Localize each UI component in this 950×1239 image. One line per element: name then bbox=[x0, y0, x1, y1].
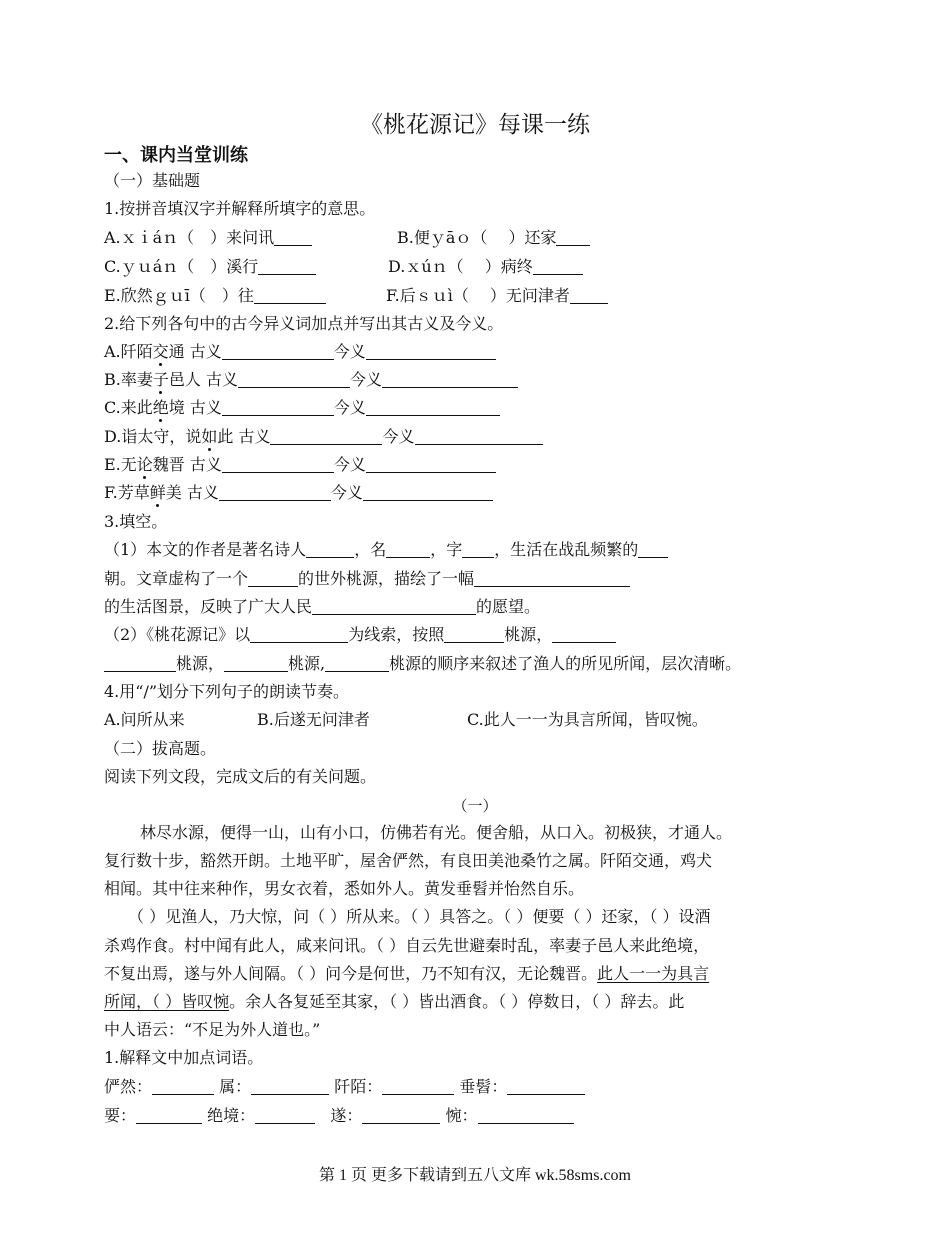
question-4-stem: 4.用“/”划分下列句子的朗读节奏。 bbox=[104, 682, 350, 701]
q4-a: A.问所从来 bbox=[104, 710, 185, 729]
answer-blank[interactable] bbox=[415, 428, 543, 445]
answer-blank[interactable] bbox=[552, 626, 616, 643]
q2-item bbox=[104, 342, 496, 362]
q1-b-text: B.便ｙāｏ（ ）还家 bbox=[397, 228, 557, 247]
answer-blank[interactable] bbox=[224, 655, 288, 672]
vocab-line-1 bbox=[104, 1077, 585, 1097]
answer-blank[interactable] bbox=[366, 399, 500, 416]
q2-phrase-text: 美 bbox=[165, 483, 187, 502]
q2-phrase-text: A.阡陌 bbox=[104, 342, 153, 361]
answer-blank[interactable] bbox=[306, 541, 354, 558]
dotted-character: 交 bbox=[152, 342, 169, 361]
vocab-label: 要： bbox=[104, 1106, 137, 1125]
reading-intro: 阅读下列文段，完成文后的有关问题。 bbox=[104, 767, 377, 786]
answer-blank[interactable] bbox=[248, 570, 298, 587]
answer-blank[interactable] bbox=[152, 1078, 214, 1095]
q3-line-2 bbox=[104, 569, 630, 589]
vocab-line-2 bbox=[104, 1106, 574, 1126]
answer-blank[interactable] bbox=[382, 371, 518, 388]
underlined-sentence: 所闻，（ ）皆叹惋 bbox=[104, 992, 230, 1011]
passage-line-8: 中人语云：“不足为外人道也。” bbox=[104, 1020, 321, 1039]
passage-number: （一） bbox=[452, 797, 498, 815]
jin-yi-label: 今义 bbox=[382, 427, 415, 446]
answer-blank[interactable] bbox=[312, 598, 476, 615]
gu-yi-label: 古义 bbox=[205, 370, 238, 389]
q3-text: 的愿望。 bbox=[476, 597, 541, 616]
q3-text: 桃源， bbox=[504, 625, 553, 644]
gu-yi-label: 古义 bbox=[189, 455, 222, 474]
q3-line-5 bbox=[104, 654, 741, 674]
vocab-label: 阡陌： bbox=[334, 1077, 383, 1096]
q1-a-text: A.ｘｉáｎ（ ）来问讯 bbox=[104, 228, 275, 247]
answer-blank[interactable] bbox=[219, 484, 331, 501]
passage-line-1: 林尽水源，便得一山，山有小口，仿佛若有光。便舍船，从口入。初极狭，才通人。 bbox=[140, 823, 733, 842]
q2-item bbox=[104, 483, 493, 503]
answer-blank[interactable] bbox=[222, 456, 334, 473]
answer-blank[interactable] bbox=[255, 1107, 315, 1124]
q1-line-a bbox=[104, 228, 312, 248]
passage-line-4: （ ）见渔人，乃大惊，问（ ）所从来。（ ）具答之。（ ）便要（ ）还家，（ ）设酒 bbox=[128, 907, 711, 926]
page-footer: 第 1 页 更多下载请到五八文库 wk.58sms.com bbox=[318, 1167, 631, 1184]
answer-blank[interactable] bbox=[222, 343, 334, 360]
vocab-label: 属： bbox=[219, 1077, 252, 1096]
q3-text: 桃源的顺序来叙述了渔人的所见所闻，层次清晰。 bbox=[389, 654, 742, 673]
q2-phrase-text: 境 bbox=[168, 398, 190, 417]
q3-text: 桃源, bbox=[288, 654, 326, 673]
q1-d-text: D.ｘúｎ（ ）病终 bbox=[388, 257, 533, 276]
q3-text: 朝。文章虚构了一个 bbox=[104, 569, 249, 588]
gu-yi-label: 古义 bbox=[189, 342, 222, 361]
gu-yi-label: 古义 bbox=[186, 483, 219, 502]
q3-text: （1）本文的作者是著名诗人 bbox=[104, 540, 307, 559]
jin-yi-label: 今义 bbox=[333, 455, 366, 474]
section-heading-1: 一、课内当堂训练 bbox=[104, 145, 248, 166]
q2-phrase-text: F.芳草 bbox=[104, 483, 150, 502]
answer-blank[interactable] bbox=[570, 287, 608, 304]
passage-text: 。余人各复延至其家，（ ）皆出酒食。（ ）停数日，（ ）辞去。此 bbox=[229, 992, 685, 1011]
answer-blank[interactable] bbox=[274, 229, 312, 246]
q2-phrase-text: 邑人 bbox=[168, 370, 206, 389]
vocab-label: 惋： bbox=[445, 1106, 478, 1125]
q4-b: B.后遂无问津者 bbox=[257, 710, 370, 729]
q4-c: C.此人一一为具言所闻，皆叹惋。 bbox=[467, 710, 708, 729]
q1-c-text: C.ｙｕáｎ（ ）溪行 bbox=[104, 257, 259, 276]
passage-line-5: 杀鸡作食。村中闻有此人，咸来问讯。（ ）自云先世避秦时乱，率妻子邑人来此绝境， bbox=[104, 936, 710, 955]
subsection-basic: （一）基础题 bbox=[104, 171, 201, 190]
q1-e-text: E.欣然ｇｕī（ ）往 bbox=[104, 286, 254, 305]
jin-yi-label: 今义 bbox=[333, 342, 366, 361]
answer-blank[interactable] bbox=[251, 1078, 329, 1095]
dotted-character: 论 bbox=[136, 455, 153, 474]
answer-blank[interactable] bbox=[104, 655, 176, 672]
answer-blank[interactable] bbox=[222, 399, 334, 416]
answer-blank[interactable] bbox=[382, 1078, 454, 1095]
answer-blank[interactable] bbox=[386, 541, 430, 558]
answer-blank[interactable] bbox=[362, 1107, 440, 1124]
subsection-advanced: （二）拔高题。 bbox=[104, 739, 217, 758]
passage-line-7 bbox=[104, 992, 684, 1012]
answer-blank[interactable] bbox=[250, 626, 348, 643]
passage-line-6 bbox=[104, 964, 709, 984]
q3-text: 的生活图景，反映了广大人民 bbox=[104, 597, 313, 616]
dotted-character: 子 bbox=[152, 370, 169, 389]
vocab-label: 遂： bbox=[330, 1106, 363, 1125]
answer-blank[interactable] bbox=[462, 541, 494, 558]
q1-line-d bbox=[388, 257, 583, 277]
dotted-character: 如 bbox=[201, 427, 218, 446]
jin-yi-label: 今义 bbox=[349, 370, 382, 389]
vocab-label: 绝境： bbox=[207, 1106, 256, 1125]
vocab-label: 俨然： bbox=[104, 1077, 153, 1096]
question-1-stem: 1.按拼音填汉字并解释所填字的意思。 bbox=[104, 199, 376, 218]
answer-blank[interactable] bbox=[363, 484, 493, 501]
q3-text: （2）《桃花源记》以 bbox=[104, 625, 251, 644]
answer-blank[interactable] bbox=[556, 229, 590, 246]
q1-f-text: F.后ｓｕì（ ）无问津者 bbox=[386, 286, 570, 305]
answer-blank[interactable] bbox=[638, 541, 668, 558]
dotted-character: 绝 bbox=[152, 398, 169, 417]
q2-phrase-text: D.诣太守，说 bbox=[104, 427, 202, 446]
q2-item bbox=[104, 398, 500, 418]
q3-text: 为线索，按照 bbox=[348, 625, 445, 644]
q3-text: 的世外桃源，描绘了一幅 bbox=[298, 569, 475, 588]
answer-blank[interactable] bbox=[325, 655, 389, 672]
reading-question-1-stem: 1.解释文中加点词语。 bbox=[104, 1048, 264, 1067]
q2-phrase-text: C.来此 bbox=[104, 398, 153, 417]
vocab-label: 垂髫： bbox=[459, 1077, 508, 1096]
answer-blank[interactable] bbox=[258, 258, 316, 275]
q2-phrase-text: 此 bbox=[217, 427, 239, 446]
question-2-stem: 2.给下列各句中的古今异义词加点并写出其古义及今义。 bbox=[104, 314, 504, 333]
q2-phrase-text: 通 bbox=[168, 342, 190, 361]
passage-line-2: 复行数十步，豁然开朗。土地平旷，屋舍俨然，有良田美池桑竹之属。阡陌交通，鸡犬 bbox=[104, 851, 713, 870]
q3-text: ，字 bbox=[430, 540, 463, 559]
q3-line-3 bbox=[104, 597, 540, 617]
q3-line-1 bbox=[104, 540, 668, 560]
q3-text: ，生活在战乱频繁的 bbox=[494, 540, 639, 559]
passage-line-3: 相闻。其中往来种作，男女衣着，悉如外人。黄发垂髫并怡然自乐。 bbox=[104, 879, 585, 898]
q2-phrase-text: E.无 bbox=[104, 455, 137, 474]
q1-line-e bbox=[104, 286, 326, 306]
dotted-character: 鲜 bbox=[149, 483, 166, 502]
jin-yi-label: 今义 bbox=[330, 483, 363, 502]
answer-blank[interactable] bbox=[366, 343, 496, 360]
answer-blank[interactable] bbox=[474, 570, 630, 587]
q3-line-4 bbox=[104, 625, 616, 645]
answer-blank[interactable] bbox=[136, 1107, 202, 1124]
question-3-stem: 3.填空。 bbox=[104, 512, 168, 531]
answer-blank[interactable] bbox=[444, 626, 504, 643]
gu-yi-label: 古义 bbox=[189, 398, 222, 417]
gu-yi-label: 古义 bbox=[238, 427, 271, 446]
underlined-sentence: 此人一一为具言 bbox=[597, 964, 710, 983]
answer-blank[interactable] bbox=[478, 1107, 574, 1124]
answer-blank[interactable] bbox=[366, 456, 496, 473]
q2-phrase-text: B.率妻 bbox=[104, 370, 153, 389]
jin-yi-label: 今义 bbox=[333, 398, 366, 417]
q3-text: ，名 bbox=[354, 540, 387, 559]
passage-text: 不复出焉，遂与外人间隔。（ ）问今是何世，乃不知有汉，无论魏晋。 bbox=[104, 964, 598, 983]
q2-item bbox=[104, 370, 518, 390]
q1-line-f bbox=[386, 286, 608, 306]
q2-phrase-text: 魏晋 bbox=[152, 455, 190, 474]
answer-blank[interactable] bbox=[238, 371, 350, 388]
q2-item bbox=[104, 455, 496, 475]
q3-text: 桃源， bbox=[176, 654, 225, 673]
answer-blank[interactable] bbox=[507, 1078, 585, 1095]
q1-line-c bbox=[104, 257, 316, 277]
q2-item bbox=[104, 427, 543, 447]
answer-blank[interactable] bbox=[270, 428, 382, 445]
answer-blank[interactable] bbox=[254, 287, 326, 304]
page-title: 《桃花源记》每课一练 bbox=[360, 112, 590, 138]
answer-blank[interactable] bbox=[533, 258, 583, 275]
q1-line-b bbox=[397, 228, 590, 248]
